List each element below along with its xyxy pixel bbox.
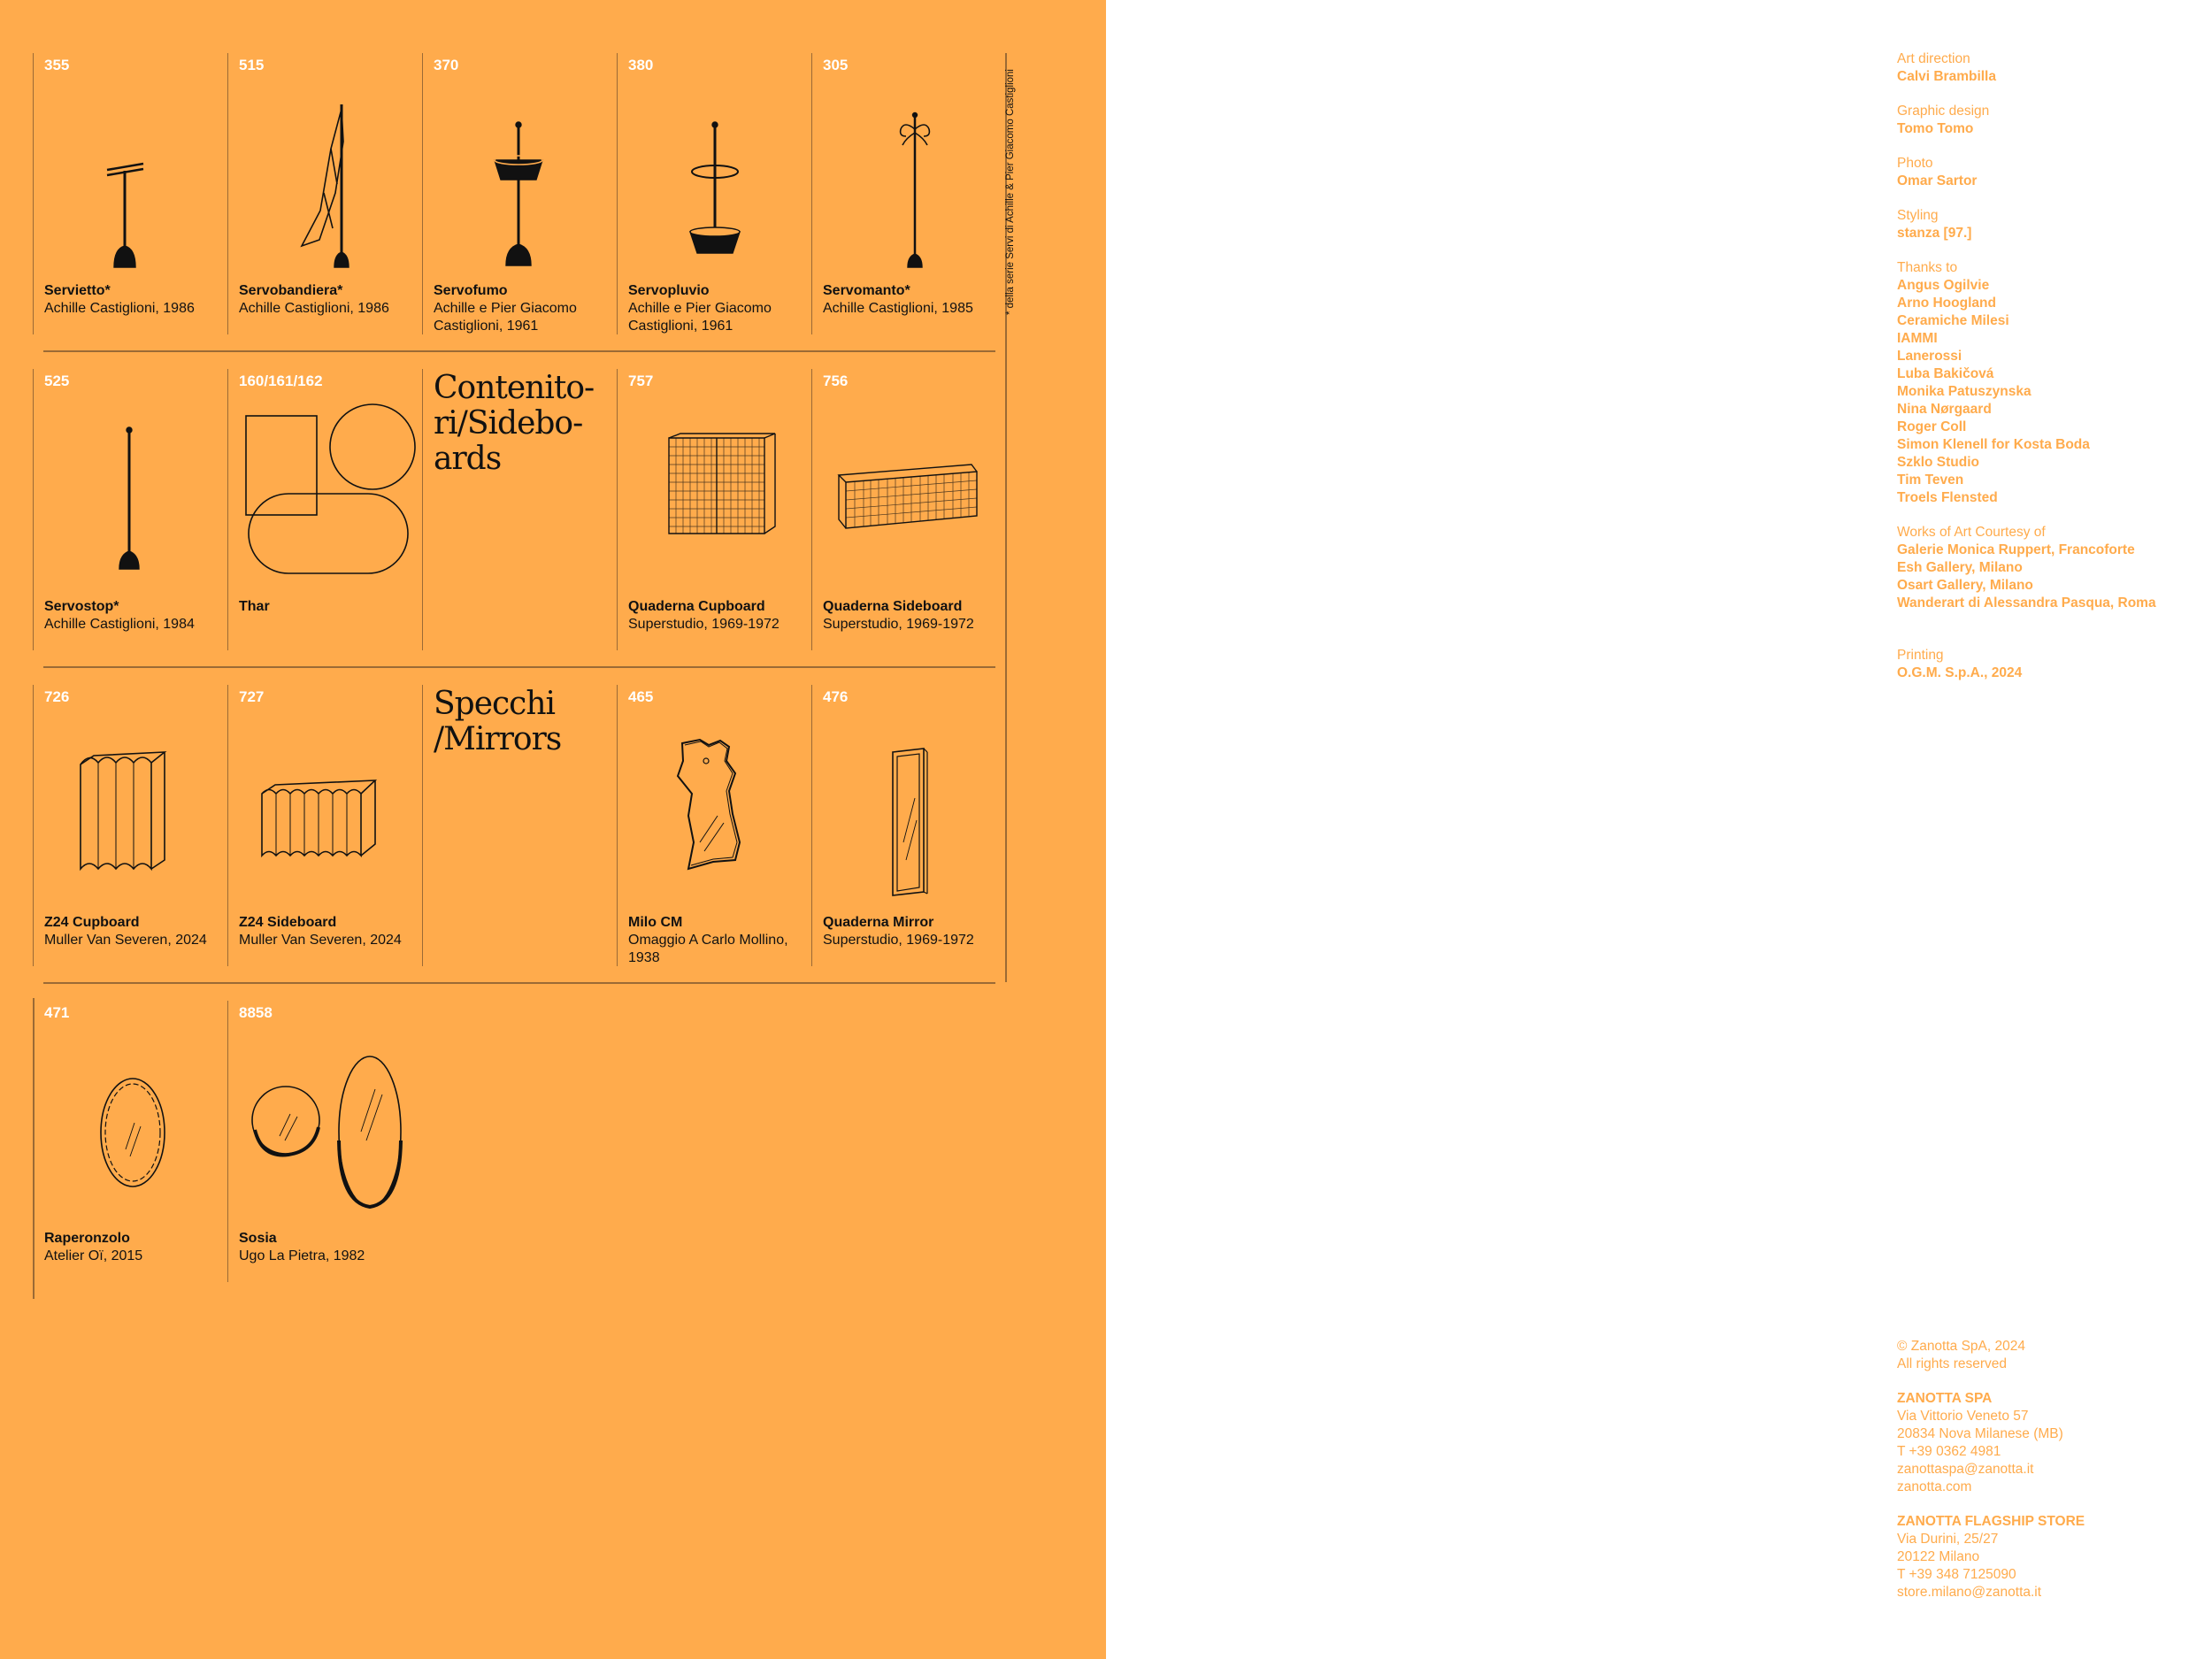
company-address: ZANOTTA SPA Via Vittorio Veneto 57 20834 Nova Milanese (MB) T +39 0362 4981 zanottaspa@zanotta.it zanotta.com <box>1897 1390 2198 1496</box>
product-cell[interactable] <box>227 369 423 650</box>
stop-stand-icon <box>41 394 222 593</box>
cupboard-icon <box>625 394 806 593</box>
product-name: Raperonzolo <box>44 1231 130 1246</box>
product-code: 380 <box>628 57 654 73</box>
product-designer: Achille Castiglioni, 1984 <box>44 617 195 632</box>
product-code: 525 <box>44 373 70 389</box>
credit-photo: Photo Omar Sartor <box>1897 156 1978 188</box>
credit-printing: Printing O.G.M. S.p.A., 2024 <box>1897 648 2023 680</box>
product-code: 370 <box>434 57 459 73</box>
product-cell[interactable] <box>33 369 228 650</box>
product-name: Milo CM <box>628 915 683 930</box>
product-cell[interactable] <box>33 685 228 966</box>
product-designer: Achille e Pier Giacomo Castiglioni, 1961 <box>434 301 577 334</box>
flagship-store-address: ZANOTTA FLAGSHIP STORE Via Durini, 25/27 20122 Milano T +39 348 7125090 store.milano@zanotta.it <box>1897 1513 2198 1601</box>
product-cell[interactable] <box>33 1001 228 1282</box>
product-cell[interactable] <box>227 1001 423 1282</box>
serviceman-stand-icon <box>41 78 222 277</box>
torso-mirror-icon <box>625 710 806 909</box>
product-name: Sosia <box>239 1231 277 1246</box>
product-name: Quaderna Cupboard <box>628 599 765 614</box>
category-heading: Contenito-ri/Sidebo-ards <box>434 370 595 477</box>
product-cell[interactable] <box>811 53 1007 334</box>
product-designer: Muller Van Severen, 2024 <box>44 933 207 948</box>
product-designer: Achille Castiglioni, 1986 <box>44 301 195 316</box>
product-code: 355 <box>44 57 70 73</box>
product-designer: Omaggio A Carlo Mollino, 1938 <box>628 933 788 965</box>
product-cell[interactable] <box>33 53 228 334</box>
product-name: Servietto* <box>44 283 111 298</box>
ashtray-stand-icon <box>430 78 611 277</box>
credit-works-of-art: Works of Art Courtesy of Galerie Monica Ruppert, Francoforte Esh Gallery, Milano Osart Gallery, Milano Wanderart di Alessandra Pasqua, Roma <box>1897 525 2156 611</box>
product-code: 515 <box>239 57 265 73</box>
credits <box>1897 50 2198 699</box>
row-divider <box>43 982 995 984</box>
product-designer: Atelier Oï, 2015 <box>44 1248 143 1263</box>
product-name: Servostop* <box>44 599 119 614</box>
product-name: Quaderna Mirror <box>823 915 934 930</box>
credit-styling: Styling stanza [97.] <box>1897 208 1972 241</box>
copyright: © Zanotta SpA, 2024 All rights reserved <box>1897 1339 2025 1371</box>
umbrella-stand-icon <box>625 78 806 277</box>
product-code: 756 <box>823 373 849 389</box>
product-cell[interactable] <box>227 53 423 334</box>
sideboard-icon <box>819 394 1001 593</box>
product-code: 8858 <box>239 1004 273 1021</box>
product-designer: Superstudio, 1969-1972 <box>823 617 974 632</box>
product-designer: Muller Van Severen, 2024 <box>239 933 402 948</box>
product-code: 726 <box>44 688 70 705</box>
category-heading: Specchi /Mirrors <box>434 686 562 757</box>
product-code: 305 <box>823 57 849 73</box>
product-designer: Achille Castiglioni, 1985 <box>823 301 973 316</box>
rug-shapes-icon <box>235 394 417 593</box>
tall-mirror-icon <box>819 710 1001 909</box>
product-code: 476 <box>823 688 849 705</box>
product-designer: Achille e Pier Giacomo Castiglioni, 1961 <box>628 301 772 334</box>
credit-art-direction: Art direction Calvi Brambilla <box>1897 51 1996 84</box>
wavy-cupboard-icon <box>41 710 222 909</box>
series-footnote: * della serie Servi di Achille & Pier Giacomo Castiglioni <box>1005 69 1016 316</box>
product-name: Quaderna Sideboard <box>823 599 963 614</box>
product-cell[interactable] <box>227 685 423 966</box>
product-designer: Ugo La Pietra, 1982 <box>239 1248 365 1263</box>
row-divider <box>43 350 995 352</box>
product-name: Thar <box>239 599 270 614</box>
product-cell[interactable] <box>422 53 618 334</box>
credit-graphic-design: Graphic design Tomo Tomo <box>1897 104 1990 136</box>
product-designer: Superstudio, 1969-1972 <box>628 617 780 632</box>
product-cell[interactable] <box>811 369 1007 650</box>
product-code: 160/161/162 <box>239 373 323 389</box>
coat-stand-icon <box>819 78 1001 277</box>
product-designer: Achille Castiglioni, 1986 <box>239 301 389 316</box>
product-cell[interactable] <box>617 685 812 966</box>
category-cell <box>422 685 618 966</box>
flag-stand-icon <box>235 78 417 277</box>
product-cell[interactable] <box>811 685 1007 966</box>
product-name: Servomanto* <box>823 283 910 298</box>
round-mirrors-icon <box>235 1025 417 1225</box>
product-code: 465 <box>628 688 654 705</box>
row-divider <box>43 666 995 668</box>
product-code: 727 <box>239 688 265 705</box>
company-footer <box>1897 1338 2198 1618</box>
credit-thanks: Thanks to Angus Ogilvie Arno Hoogland Ceramiche Milesi IAMMI Lanerossi Luba Bakičová Monika Patuszynska Nina Nørgaard Roger Coll Simon Klenell for Kosta Boda Szklo Studio Tim Teven Troels Flensted <box>1897 260 2090 505</box>
product-name: Z24 Sideboard <box>239 915 337 930</box>
product-code: 757 <box>628 373 654 389</box>
oval-mirror-icon <box>41 1025 222 1225</box>
store-email-link[interactable]: store.milano@zanotta.it <box>1897 1585 2042 1600</box>
product-name: Servofumo <box>434 283 508 298</box>
wavy-sideboard-icon <box>235 710 417 909</box>
product-name: Servobandiera* <box>239 283 343 298</box>
product-cell[interactable] <box>617 369 812 650</box>
product-designer: Superstudio, 1969-1972 <box>823 933 974 948</box>
company-website-link[interactable]: zanotta.com <box>1897 1479 1972 1494</box>
product-name: Z24 Cupboard <box>44 915 140 930</box>
product-code: 471 <box>44 1004 70 1021</box>
category-cell <box>422 369 618 650</box>
company-email-link[interactable]: zanottaspa@zanotta.it <box>1897 1462 2034 1477</box>
product-name: Servopluvio <box>628 283 710 298</box>
product-cell[interactable] <box>617 53 812 334</box>
